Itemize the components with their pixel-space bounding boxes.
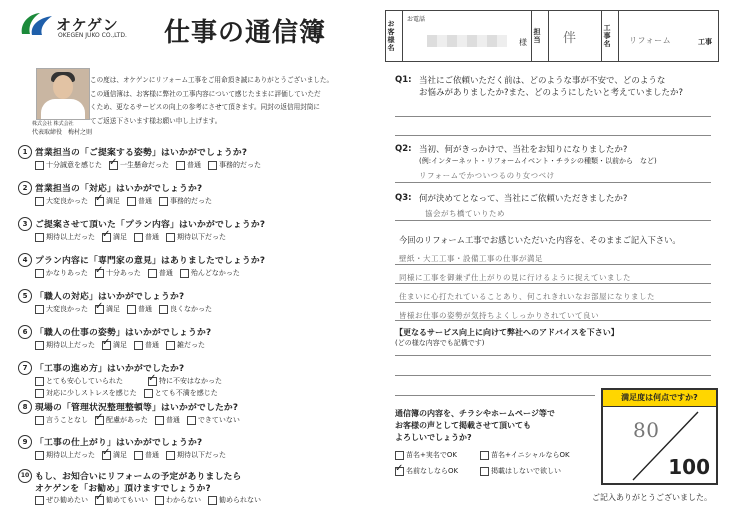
option-label: 対応に少しストレスを感じた xyxy=(46,389,137,397)
checkbox[interactable] xyxy=(208,496,217,505)
checkbox[interactable] xyxy=(134,451,143,460)
option[interactable] xyxy=(35,495,88,505)
question-number: 2 xyxy=(18,181,32,195)
option-label: とても不満を感じた xyxy=(154,389,218,397)
checkbox[interactable] xyxy=(35,341,44,350)
checkbox[interactable] xyxy=(35,389,44,398)
checkbox[interactable] xyxy=(35,416,44,425)
option-label: 普通 xyxy=(158,269,173,277)
answer-line[interactable] xyxy=(395,220,711,221)
publish-line: よろしいでしょうか? xyxy=(395,433,472,442)
checkbox-checked[interactable] xyxy=(148,377,157,386)
option[interactable] xyxy=(35,196,88,206)
right-question-2 xyxy=(395,144,627,156)
option[interactable] xyxy=(35,388,137,398)
answer-line[interactable] xyxy=(395,302,711,303)
checkbox-checked[interactable] xyxy=(95,269,104,278)
checkbox-checked[interactable] xyxy=(95,416,104,425)
right-question-number: Q1: xyxy=(395,75,412,85)
option-label: ぜひ勧めたい xyxy=(46,496,88,504)
option-label: 満足 xyxy=(113,341,127,349)
logo-text: オケゲン xyxy=(56,15,119,34)
left-panel xyxy=(18,10,363,510)
work-suffix: 工事 xyxy=(698,38,712,46)
intro-text xyxy=(90,74,365,128)
checkbox[interactable] xyxy=(159,305,168,314)
redacted-name xyxy=(427,35,507,47)
option[interactable] xyxy=(95,495,148,505)
option[interactable] xyxy=(134,450,159,460)
question-number: 9 xyxy=(18,435,32,449)
checkbox[interactable] xyxy=(176,161,185,170)
publish-line: お客様の声として掲載させて頂いても xyxy=(395,421,531,430)
option[interactable] xyxy=(109,160,169,170)
checkbox[interactable] xyxy=(395,451,404,460)
option-label: 普通 xyxy=(145,341,159,349)
option-label: 期待以上だった xyxy=(46,341,95,349)
checkbox[interactable] xyxy=(35,496,44,505)
checkbox[interactable] xyxy=(208,161,217,170)
checkbox[interactable] xyxy=(35,269,44,278)
option[interactable] xyxy=(176,160,201,170)
option-label: 大変良かった xyxy=(46,197,88,205)
option[interactable] xyxy=(480,450,590,460)
option-label: 名前なしならOK xyxy=(406,467,459,475)
thanks-text: ご記入ありがとうございました。 xyxy=(592,493,712,502)
question-text: 営業担当の「ご提案する姿勢」はいかがでしょうか? xyxy=(35,148,248,158)
option[interactable] xyxy=(166,232,226,242)
checkbox[interactable] xyxy=(127,197,136,206)
right-question-line: 当社にご依頼いただく前は、どのような事が不安で、どのような xyxy=(419,76,666,86)
question-text-2: オケゲンを「お勧め」頂けますでしょうか? xyxy=(35,484,211,494)
question-text: 営業担当の「対応」はいかがでしょうか? xyxy=(35,184,203,194)
checkbox[interactable] xyxy=(155,416,164,425)
publish-line: 通信簿の内容を、チラシやホームページ等で xyxy=(395,409,555,418)
right-panel xyxy=(385,10,720,510)
question-text: ご提案させて頂いた「プラン内容」はいかがでしょうか? xyxy=(35,220,266,230)
checkbox[interactable] xyxy=(155,496,164,505)
answer-line[interactable] xyxy=(395,283,711,284)
checkbox-checked[interactable] xyxy=(109,161,118,170)
checkbox[interactable] xyxy=(166,451,175,460)
option[interactable] xyxy=(148,376,222,386)
answer-line[interactable] xyxy=(395,116,711,117)
answer-line[interactable] xyxy=(395,395,595,396)
question-text: プラン内容に「専門家の意見」はありましたでしょうか? xyxy=(35,256,266,266)
option[interactable] xyxy=(102,450,127,460)
option[interactable] xyxy=(187,415,240,425)
option[interactable] xyxy=(35,160,102,170)
checkbox-checked[interactable] xyxy=(102,233,111,242)
option[interactable] xyxy=(35,340,95,350)
option-label: 普通 xyxy=(187,161,201,169)
right-question-number: Q3: xyxy=(395,193,412,203)
option-label: 良くなかった xyxy=(170,305,212,313)
option-label: 期待以上だった xyxy=(46,451,95,459)
option-label: 普通 xyxy=(138,305,152,313)
option[interactable] xyxy=(148,268,173,278)
checkbox-checked[interactable] xyxy=(102,451,111,460)
option[interactable] xyxy=(127,196,152,206)
staff-cell[interactable] xyxy=(549,11,602,61)
option[interactable] xyxy=(144,388,218,398)
question-text: 「職人の仕事の姿勢」はいかがでしょうか? xyxy=(35,328,212,338)
logo-mark-icon xyxy=(18,10,56,38)
score-value: 80 xyxy=(633,418,660,442)
checkbox-checked[interactable] xyxy=(95,305,104,314)
right-question-3 xyxy=(395,193,627,205)
customer-name-label-cell xyxy=(386,11,403,61)
staff-label: 担当 xyxy=(533,28,541,44)
option-label: 雑だった xyxy=(177,341,205,349)
option[interactable] xyxy=(155,495,201,505)
option-label: 言うことなし xyxy=(46,416,88,424)
staff-label-cell xyxy=(532,11,549,61)
phone-label: お電話 xyxy=(407,16,426,23)
checkbox[interactable] xyxy=(127,305,136,314)
advice-title: 【更なるサービス向上に向けて弊社へのアドバイスを下さい】 xyxy=(395,328,619,337)
option-label: 勧めてもいい xyxy=(106,496,148,504)
intro-line: この通信簿は、お客様に弊社の工事内容について感じたままに評価していただ xyxy=(90,89,321,98)
answer-line[interactable] xyxy=(395,182,711,183)
option-label: 普通 xyxy=(145,233,159,241)
intro-line: てご返送下さいます様お願い申し上げます。 xyxy=(90,116,222,125)
option-label: かなりあった xyxy=(46,269,88,277)
checkbox[interactable] xyxy=(35,305,44,314)
option[interactable] xyxy=(208,160,261,170)
president-photo xyxy=(36,68,90,120)
right-question-1 xyxy=(395,75,683,99)
checkbox[interactable] xyxy=(35,197,44,206)
option[interactable] xyxy=(480,466,590,476)
photo-caption-name: 代表取締役 梅村之則 xyxy=(32,129,93,136)
option-label: 大変良かった xyxy=(46,305,88,313)
advice-subtitle: (どの様な内容でも記構です) xyxy=(395,339,485,347)
checkbox-checked[interactable] xyxy=(95,197,104,206)
answer-line[interactable] xyxy=(395,355,711,356)
option[interactable] xyxy=(134,232,159,242)
option-label: 事務的だった xyxy=(219,161,261,169)
option[interactable] xyxy=(395,450,480,460)
question-number: 4 xyxy=(18,253,32,267)
answer-line[interactable] xyxy=(395,375,711,376)
option[interactable] xyxy=(159,196,212,206)
option-label: とても安心していられた xyxy=(46,377,123,385)
option-label: 満足 xyxy=(106,197,120,205)
customer-name-cell[interactable] xyxy=(403,11,532,61)
option[interactable] xyxy=(35,376,123,386)
question-text: 「工事の仕上がり」はいかがでしょうか? xyxy=(35,438,203,448)
option-label: 苗名+イニシャルならOK xyxy=(491,451,570,459)
checkbox[interactable] xyxy=(35,451,44,460)
option[interactable] xyxy=(155,415,180,425)
checkbox[interactable] xyxy=(166,233,175,242)
option-label: 事務的だった xyxy=(170,197,212,205)
checkbox[interactable] xyxy=(35,377,44,386)
option[interactable] xyxy=(395,466,480,476)
customer-name-label: お客様名 xyxy=(387,20,395,52)
question-text: 「工事の進め方」はいかがでしたか? xyxy=(35,364,185,374)
right-question-line: 何が決めてとなって、当社にご依頼いただきましたか? xyxy=(419,194,628,204)
right-question-number: Q2: xyxy=(395,144,412,154)
option-label: 満足 xyxy=(113,451,127,459)
right-question-2-example: (例:インターネット・リフォームイベント・チラシの種類・以前から など) xyxy=(419,157,657,165)
answer-line[interactable] xyxy=(395,264,711,265)
option[interactable] xyxy=(127,304,152,314)
question-text: 「職人の対応」はいかがでしょうか? xyxy=(35,292,185,302)
option-label: わからない xyxy=(166,496,201,504)
work-value: リフォーム xyxy=(629,36,672,45)
intro-line: くため、更なるサービスの向上の参考にさせて頂きます。同封の返信用封筒に xyxy=(90,103,320,111)
answer-line[interactable] xyxy=(395,320,711,321)
score-title: 満足度は何点ですか? xyxy=(603,390,716,407)
customer-info-table xyxy=(385,10,719,62)
question-number: 7 xyxy=(18,361,32,375)
publish-options xyxy=(395,450,595,476)
q3-answer: 協会がち橋ていりため xyxy=(425,209,505,218)
question-number: 1 xyxy=(18,145,32,159)
option-label: 普通 xyxy=(138,197,152,205)
feedback-line: 壁紙・大工工事・設備工事の仕事が満足 xyxy=(399,254,543,263)
checkbox-checked[interactable] xyxy=(95,496,104,505)
option[interactable] xyxy=(134,340,159,350)
checkbox[interactable] xyxy=(134,233,143,242)
checkbox[interactable] xyxy=(187,416,196,425)
feedback-line: 同様に工事を御兼ず仕上がりの見に行けるように捉えていました xyxy=(399,273,631,282)
work-cell[interactable] xyxy=(619,11,718,61)
option-label: 苗名+実名でOK xyxy=(406,451,457,459)
question-number: 5 xyxy=(18,289,32,303)
option[interactable] xyxy=(102,340,127,350)
option-label: 期待以下だった xyxy=(177,451,226,459)
option[interactable] xyxy=(35,232,95,242)
question-number: 10 xyxy=(18,469,32,483)
company-logo xyxy=(18,10,127,39)
option[interactable] xyxy=(159,304,212,314)
option[interactable] xyxy=(102,232,127,242)
publish-question xyxy=(395,408,555,444)
option[interactable] xyxy=(95,304,120,314)
feedback-prompt: 今回のリフォーム工事でお感じいただいた内容を、そのままご記入下さい。 xyxy=(399,235,681,245)
checkbox[interactable] xyxy=(480,467,489,476)
option-label: 殆んどなかった xyxy=(190,269,240,277)
q2-answer: リフォームでかついつるのり女つべけ xyxy=(419,171,555,180)
question-text: もし、お知合いにリフォームの予定がありましたら xyxy=(35,472,242,482)
satisfaction-score-box[interactable] xyxy=(601,388,718,485)
checkbox[interactable] xyxy=(159,197,168,206)
option-label: できていない xyxy=(197,416,240,424)
option[interactable] xyxy=(166,450,226,460)
staff-value: 伴 xyxy=(563,31,577,46)
feedback-line: 皆様お仕事の姿勢が気持ちよくしっかりされていて良い xyxy=(399,311,599,320)
logo-subtext: OKEGEN JUKO CO.,LTD. xyxy=(58,32,127,39)
option-label: 特に不安はなかった xyxy=(159,377,222,385)
checkbox[interactable] xyxy=(35,161,44,170)
work-label: 工事名 xyxy=(603,24,611,48)
question-number: 3 xyxy=(18,217,32,231)
photo-caption-company: 株式会社 株式会社 xyxy=(32,121,74,127)
option[interactable] xyxy=(35,415,88,425)
question-number: 8 xyxy=(18,400,32,414)
option[interactable] xyxy=(208,495,261,505)
option[interactable] xyxy=(95,415,148,425)
option[interactable] xyxy=(180,268,240,278)
question-number: 6 xyxy=(18,325,32,339)
checkbox-checked[interactable] xyxy=(395,467,404,476)
checkbox[interactable] xyxy=(144,389,153,398)
option-label: 期待以上だった xyxy=(46,233,95,241)
right-question-line: 当初、何がきっかけで、当社をお知りになりましたか? xyxy=(419,145,628,155)
sama-label: 様 xyxy=(519,38,527,47)
option-label: 配慮があった xyxy=(106,416,148,424)
checkbox[interactable] xyxy=(480,451,489,460)
option[interactable] xyxy=(35,268,88,278)
option-label: 満足 xyxy=(113,233,127,241)
checkbox-checked[interactable] xyxy=(102,341,111,350)
option-label: 期待以下だった xyxy=(177,233,226,241)
option-label: 一生懸命だった xyxy=(120,161,169,169)
option-label: 満足 xyxy=(106,305,120,313)
right-question-line: お悩みがありましたか?また、どのようにしたいと考えていましたか? xyxy=(419,88,684,98)
option[interactable] xyxy=(95,268,141,278)
score-max: 100 xyxy=(668,455,710,479)
document-title: 仕事の通信簿 xyxy=(164,18,327,48)
intro-line: この度は、オケゲンにリフォーム工事をご用命頂き誠にありがとうございました。 xyxy=(90,76,334,84)
checkbox[interactable] xyxy=(166,341,175,350)
checkbox[interactable] xyxy=(148,269,157,278)
option[interactable] xyxy=(35,450,95,460)
work-label-cell xyxy=(602,11,619,61)
option[interactable] xyxy=(166,340,205,350)
option-label: 普通 xyxy=(165,416,180,424)
option-label: 十分あった xyxy=(105,269,141,277)
checkbox[interactable] xyxy=(35,233,44,242)
feedback-line: 住まいに心打たれていることあり、何これきれいなお部屋になりました xyxy=(399,292,655,301)
option[interactable] xyxy=(95,196,120,206)
checkbox[interactable] xyxy=(180,269,189,278)
option-label: 勧められない xyxy=(219,496,261,504)
option-label: 十分誠意を感じた xyxy=(46,161,102,169)
checkbox[interactable] xyxy=(134,341,143,350)
option-label: 掲載はしないで欲しい xyxy=(491,467,561,475)
question-text: 現場の「管理状況整理整頓等」はいかがでしたか? xyxy=(35,403,239,413)
option[interactable] xyxy=(35,304,88,314)
answer-line[interactable] xyxy=(395,135,711,136)
option-label: 普通 xyxy=(145,451,159,459)
